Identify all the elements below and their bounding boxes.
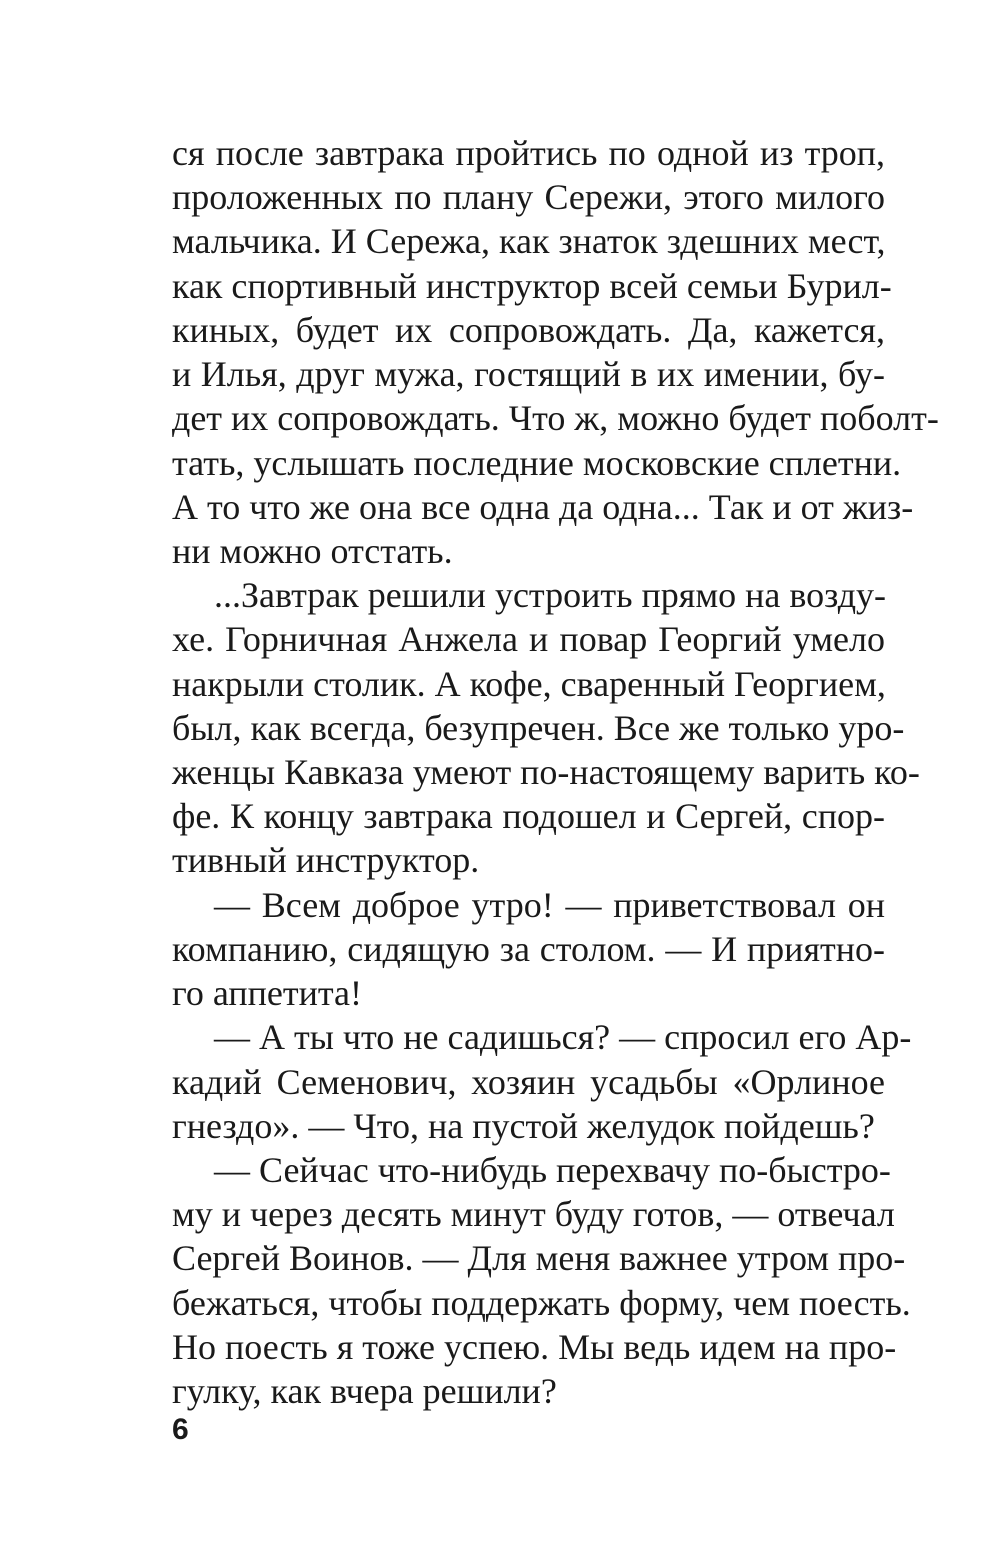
text-line: и Илья, друг мужа, гостящий в их имении, бу- — [172, 354, 885, 394]
text-line: гнездо». — Что, на пустой желудок пойдешь? — [172, 1106, 875, 1146]
text-line: тать, услышать последние московские сплетни. — [172, 443, 902, 483]
text-line: женцы Кавказа умеют по-настоящему варить ко- — [172, 752, 920, 792]
text-line: фе. К концу завтрака подошел и Сергей, спор- — [172, 796, 885, 836]
text-line: го аппетита! — [172, 973, 363, 1013]
text-line: компанию, сидящую за столом. — И приятно- — [172, 929, 885, 969]
text-line: был, как всегда, безупречен. Все же только уро- — [172, 708, 905, 748]
text-line: ся после завтрака пройтись по одной из троп, — [172, 133, 885, 173]
text-line: кадий Семенович, хозяин усадьбы «Орлиное — [172, 1062, 885, 1102]
page-number: 6 — [172, 1413, 189, 1446]
text-line: Сергей Воинов. — Для меня важнее утром про- — [172, 1238, 906, 1278]
text-line: киных, будет их сопровождать. Да, кажется, — [172, 310, 885, 350]
text-line: хе. Горничная Анжела и повар Георгий умело — [172, 619, 885, 659]
text-line: му и через десять минут буду готов, — отвечал — [172, 1194, 895, 1234]
text-line: проложенных по плану Сережи, этого милого — [172, 177, 885, 217]
text-line: А то что же она все одна да одна... Так и от жиз- — [172, 487, 914, 527]
text-line: — А ты что не садишься? — спросил его Ар- — [214, 1017, 912, 1057]
text-line: — Сейчас что-нибудь перехвачу по-быстро- — [214, 1150, 891, 1190]
text-line: накрыли столик. А кофе, сваренный Георгием, — [172, 664, 886, 704]
text-line: бежаться, чтобы поддержать форму, чем поесть. — [172, 1283, 911, 1323]
text-line: Но поесть я тоже успею. Мы ведь идем на про- — [172, 1327, 897, 1367]
text-line: дет их сопровождать. Что ж, можно будет поболт- — [172, 398, 939, 438]
text-line: гулку, как вчера решили? — [172, 1371, 557, 1411]
text-line: — Всем доброе утро! — приветствовал он — [214, 885, 885, 925]
text-line: тивный инструктор. — [172, 840, 480, 880]
text-line: мальчика. И Сережа, как знаток здешних мест, — [172, 221, 886, 261]
text-line: ...Завтрак решили устроить прямо на возду- — [214, 575, 886, 615]
text-line: ни можно отстать. — [172, 531, 453, 571]
text-line: как спортивный инструктор всей семьи Бурил- — [172, 266, 892, 306]
